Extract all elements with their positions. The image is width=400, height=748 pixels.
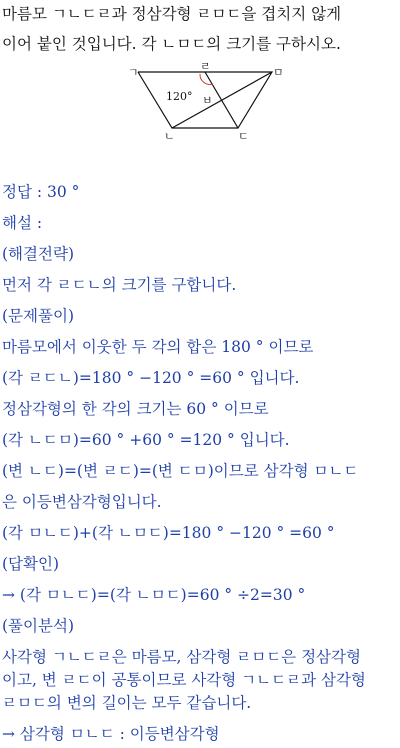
label-m: ㅁ <box>273 66 284 79</box>
solve-heading: (문제풀이) <box>2 307 74 325</box>
angle-label: 120° <box>166 90 193 103</box>
solve-line-6: 은 이등변삼각형입니다. <box>2 493 162 511</box>
label-d: ㄷ <box>238 130 249 143</box>
analysis-line-4: → 삼각형 ㅁㄴㄷ : 이등변삼각형 <box>2 725 220 743</box>
label-b: ㅂ <box>202 94 213 107</box>
analysis-line-2: 이고, 변 ㄹㄷ이 공통이므로 사각형 ㄱㄴㄷㄹ과 삼각형 <box>2 671 366 689</box>
strategy-line-1: 먼저 각 ㄹㄷㄴ의 크기를 구합니다. <box>2 276 237 294</box>
solve-line-4: (각 ㄴㄷㅁ)=60 ° +60 ° =120 ° 입니다. <box>2 431 290 449</box>
check-line-1: → (각 ㅁㄴㄷ)=(각 ㄴㅁㄷ)=60 ° ÷2=30 ° <box>2 586 306 604</box>
analysis-heading: (풀이분석) <box>2 617 74 635</box>
label-g: ㄱ <box>128 66 139 79</box>
answer-line: 정답 : 30 ° <box>2 183 80 201</box>
geometry-figure <box>120 60 284 143</box>
explain-label: 해설 : <box>2 214 43 232</box>
solve-line-7: (각 ㅁㄴㄷ)+(각 ㄴㅁㄷ)=180 ° −120 ° =60 ° <box>2 524 335 542</box>
solve-line-1: 마름모에서 이웃한 두 각의 합은 180 ° 이므로 <box>2 338 314 356</box>
solve-line-3: 정삼각형의 한 각의 크기는 60 ° 이므로 <box>2 400 269 418</box>
solve-line-2: (각 ㄹㄷㄴ)=180 ° −120 ° =60 ° 입니다. <box>2 369 300 387</box>
problem-line-1: 마름모 ㄱㄴㄷㄹ과 정삼각형 ㄹㅁㄷ을 겹치지 않게 <box>2 5 342 23</box>
problem-line-2: 이어 붙인 것입니다. 각 ㄴㅁㄷ의 크기를 구하시오. <box>2 35 341 53</box>
label-n: ㄴ <box>164 130 175 143</box>
label-r: ㄹ <box>200 60 211 73</box>
strategy-heading: (해결전략) <box>2 245 74 263</box>
analysis-line-3: ㄹㅁㄷ의 변의 길이는 모두 같습니다. <box>2 694 252 712</box>
check-heading: (답확인) <box>2 555 60 573</box>
solve-line-5: (변 ㄴㄷ)=(변 ㄹㄷ)=(변 ㄷㅁ)이므로 삼각형 ㅁㄴㄷ <box>2 462 359 480</box>
analysis-line-1: 사각형 ㄱㄴㄷㄹ은 마름모, 삼각형 ㄹㅁㄷ은 정삼각형 <box>2 648 361 666</box>
